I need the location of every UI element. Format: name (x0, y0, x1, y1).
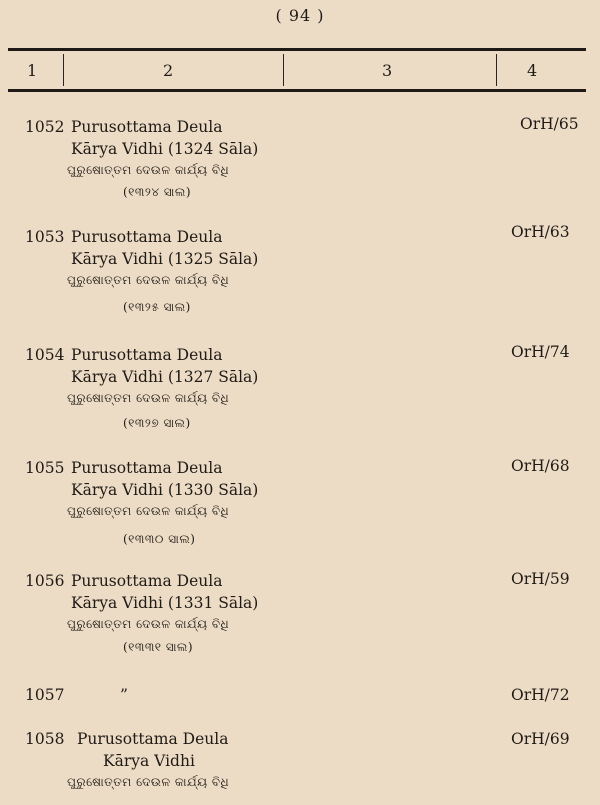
entry-shelf-code: OrH/72 (511, 686, 570, 704)
entry-odia-year: (୧୩୩୦ ସାଲ) (123, 532, 196, 546)
entry-odia-title: ପୁରୁଷୋତ୍ତମ ଦେଉଳ କାର୍ଯ୍ୟ ବିଧି (67, 273, 230, 287)
column-header-4: 4 (527, 61, 538, 80)
entry-odia-year: (୧୩୨୪ ସାଲ) (123, 185, 192, 199)
entry-odia-year: (୧୩୨୭ ସାଲ) (123, 416, 191, 430)
column-header-2: 2 (163, 61, 174, 80)
entry-odia-title: ପୁରୁଷୋତ୍ତମ ଦେଉଳ କାର୍ଯ୍ୟ ବିଧି (67, 391, 230, 405)
entry-odia-year: (୧୩୩୧ ସାଲ) (123, 640, 194, 654)
ditto-mark: ” (120, 686, 128, 704)
entry-shelf-code: OrH/74 (511, 343, 570, 361)
entry-odia-title: ପୁରୁଷୋତ୍ତମ ଦେଉଳ କାର୍ଯ୍ୟ ବିଧି (67, 617, 230, 631)
entry-subtitle: Kārya Vidhi (1330 Sāla) (71, 481, 259, 499)
entry-title: Purusottama Deula (71, 346, 223, 364)
entry-subtitle: Kārya Vidhi (1331 Sāla) (71, 594, 259, 612)
entry-odia-year: (୧୩୨୫ ସାଲ) (123, 300, 191, 314)
entry-shelf-code: OrH/69 (511, 730, 570, 748)
entry-number: 1054 (25, 346, 65, 364)
column-separator (63, 54, 64, 86)
page-number: ( 94 ) (275, 6, 325, 25)
entry-subtitle: Kārya Vidhi (103, 752, 195, 770)
entry-shelf-code: OrH/65 (520, 115, 579, 133)
entry-number: 1053 (25, 228, 65, 246)
entry-number: 1058 (25, 730, 65, 748)
entry-shelf-code: OrH/68 (511, 457, 570, 475)
entry-number: 1057 (25, 686, 65, 704)
entry-title: Purusottama Deula (77, 730, 229, 748)
entry-title: Purusottama Deula (71, 572, 223, 590)
entry-odia-title: ପୁରୁଷୋତ୍ତମ ଦେଉଳ କାର୍ଯ୍ୟ ବିଧି (67, 163, 230, 177)
entry-subtitle: Kārya Vidhi (1325 Sāla) (71, 250, 259, 268)
entry-number: 1055 (25, 459, 65, 477)
entry-number: 1052 (25, 118, 65, 136)
entry-title: Purusottama Deula (71, 118, 223, 136)
column-separator (496, 54, 497, 86)
entry-odia-title: ପୁରୁଷୋତ୍ତମ ଦେଉଳ କାର୍ଯ୍ୟ ବିଧି (67, 775, 230, 789)
entry-subtitle: Kārya Vidhi (1324 Sāla) (71, 140, 259, 158)
column-header-3: 3 (382, 61, 393, 80)
table-top-rule (8, 48, 586, 51)
entry-number: 1056 (25, 572, 65, 590)
entry-subtitle: Kārya Vidhi (1327 Sāla) (71, 368, 259, 386)
entry-title: Purusottama Deula (71, 459, 223, 477)
column-header-1: 1 (27, 61, 38, 80)
entry-shelf-code: OrH/59 (511, 570, 570, 588)
column-separator (283, 54, 284, 86)
table-header-rule (8, 89, 586, 92)
entry-shelf-code: OrH/63 (511, 223, 570, 241)
entry-odia-title: ପୁରୁଷୋତ୍ତମ ଦେଉଳ କାର୍ଯ୍ୟ ବିଧି (67, 504, 230, 518)
entry-title: Purusottama Deula (71, 228, 223, 246)
